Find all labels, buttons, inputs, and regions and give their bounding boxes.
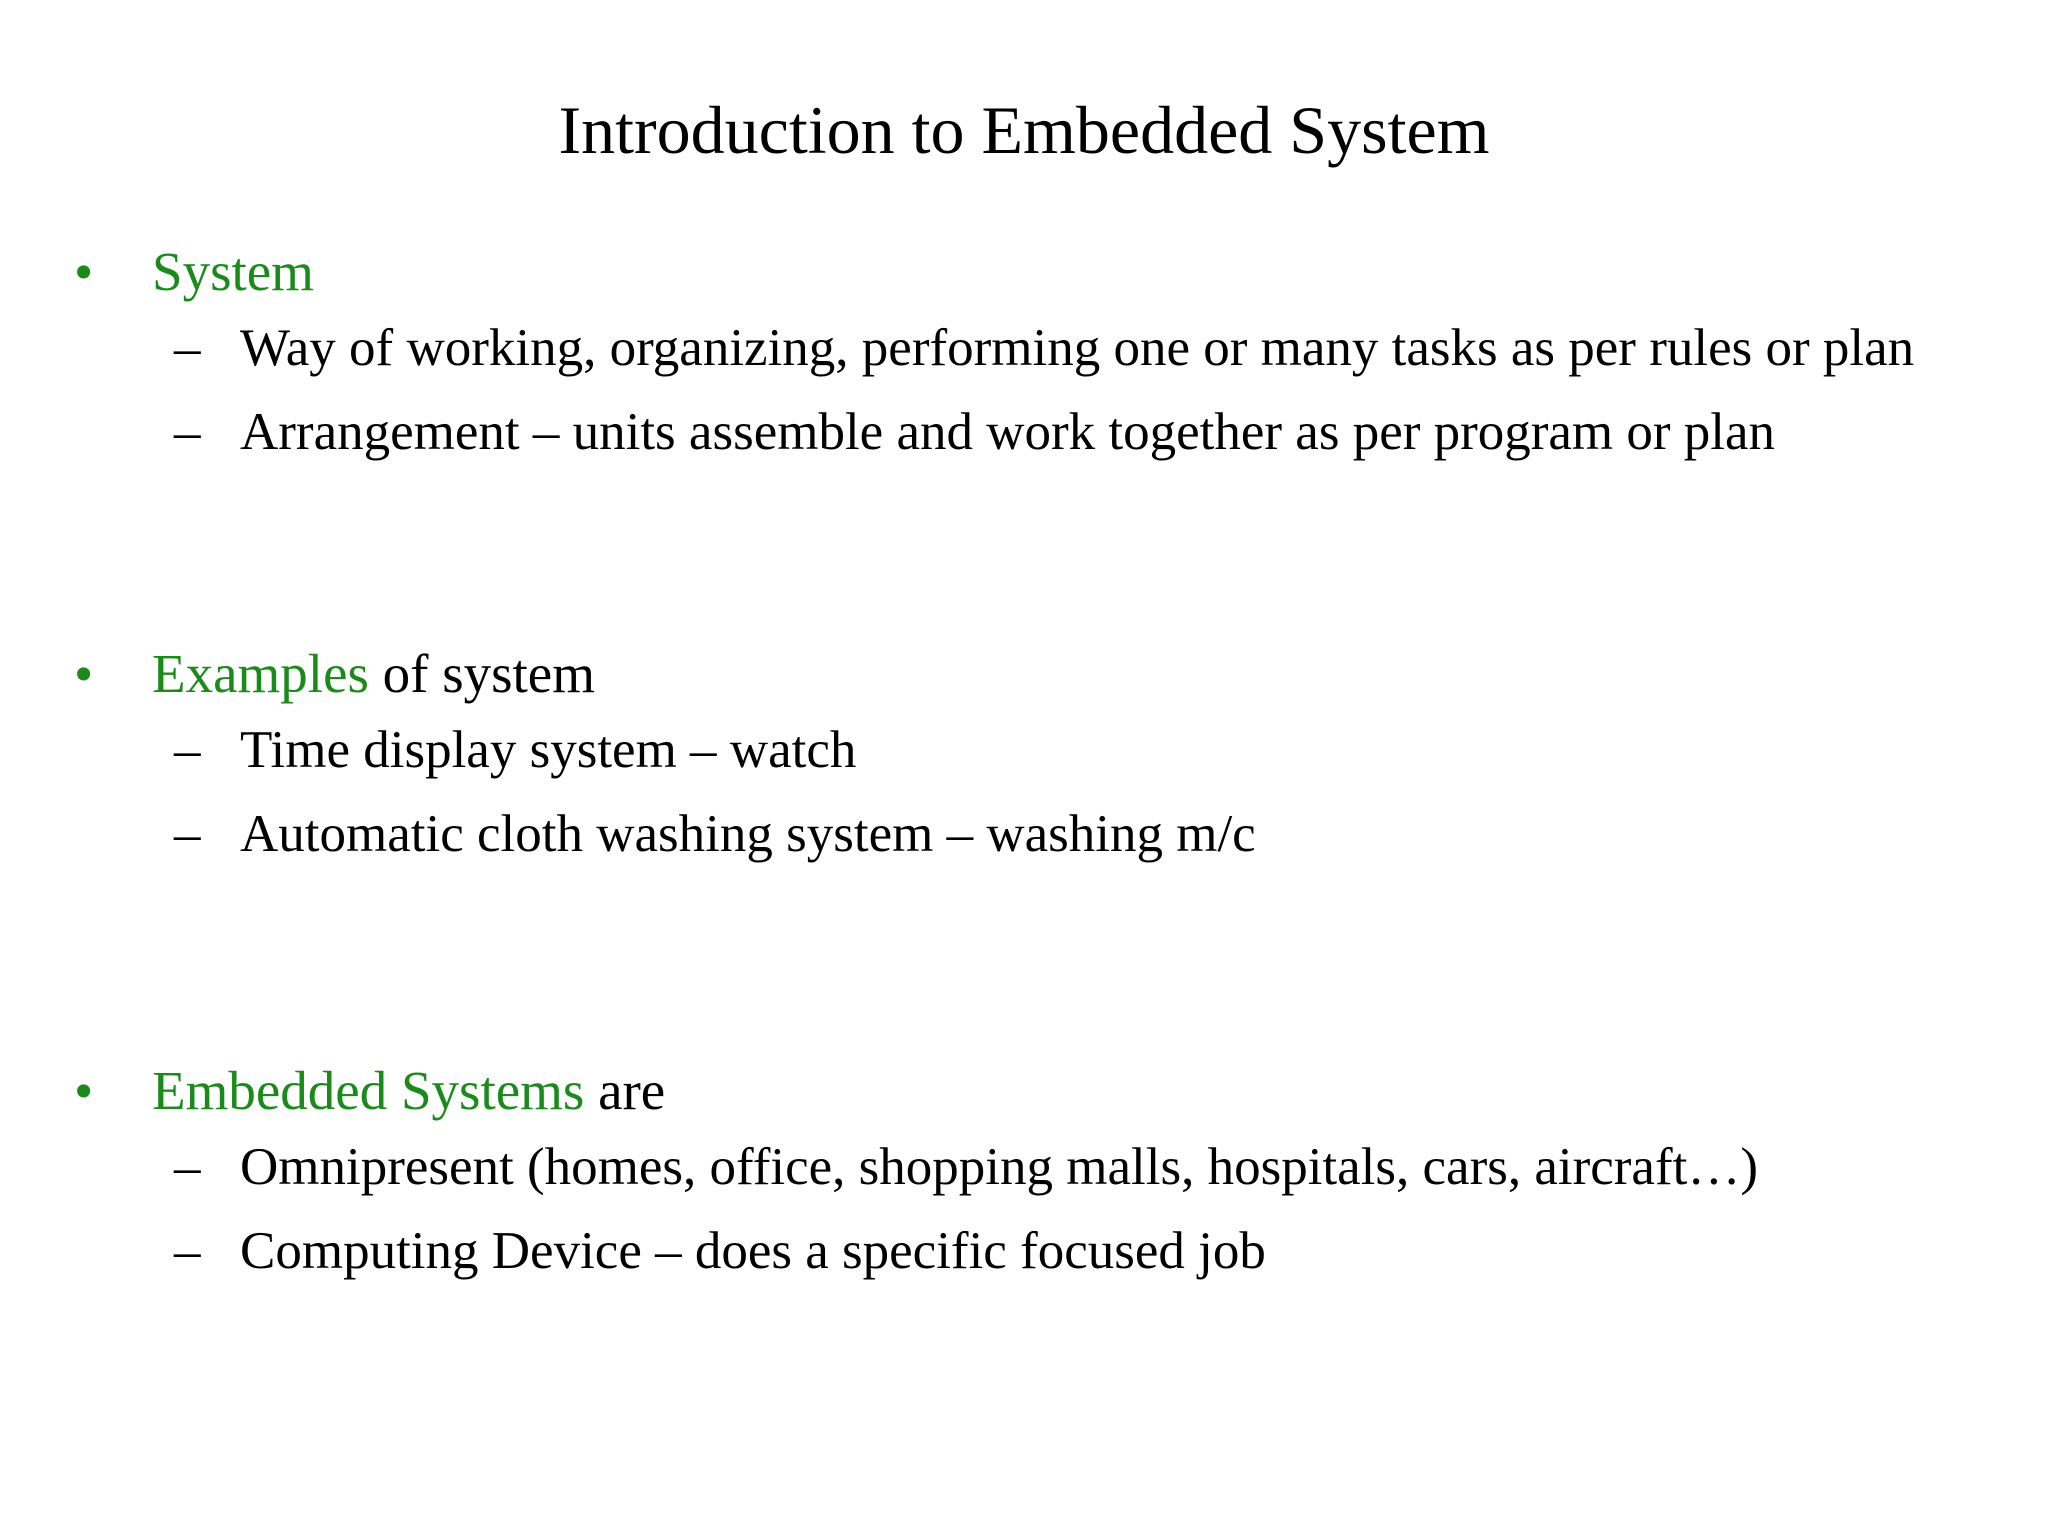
sub-bullet-text: Way of working, organizing, performing one or many tasks as per rules or plan <box>240 319 1915 377</box>
bullet-embedded-systems <box>74 1050 1994 1300</box>
bullet-rest: of system <box>368 643 595 704</box>
bullet-examples <box>74 633 1994 883</box>
bullet-marker: • <box>74 643 94 704</box>
bullet-heading <box>74 1050 1994 1132</box>
bullet-highlight: System <box>152 241 314 302</box>
bullet-rest: are <box>584 1060 666 1121</box>
slide-title: Introduction to Embedded System <box>558 92 1490 168</box>
sub-bullet-marker: – <box>174 1138 201 1196</box>
sub-bullet-text: Time display system – watch <box>240 721 857 779</box>
sub-bullet-marker: – <box>174 721 201 779</box>
bullet-heading-text <box>152 633 595 715</box>
bullet-marker: • <box>74 1060 94 1121</box>
bullet-highlight: Embedded Systems <box>152 1060 585 1121</box>
sub-bullet-marker: – <box>174 319 201 377</box>
bullet-marker: • <box>74 241 94 302</box>
sub-bullet <box>74 397 1994 467</box>
sub-bullet <box>74 1132 1994 1202</box>
sub-bullet-marker: – <box>174 403 201 461</box>
bullet-heading <box>74 633 1994 715</box>
sub-bullet-text: Automatic cloth washing system – washing m/c <box>240 805 1256 863</box>
sub-bullet <box>74 313 1994 383</box>
sub-bullet <box>74 715 1994 785</box>
bullet-highlight: Examples <box>152 643 369 704</box>
sub-bullet-marker: – <box>174 805 201 863</box>
sub-bullet-marker: – <box>174 1222 201 1280</box>
bullet-heading-text <box>152 1050 665 1132</box>
sub-bullet-text: Arrangement – units assemble and work together as per program or plan <box>240 403 1776 461</box>
bullet-heading-text <box>152 231 314 313</box>
bullet-system <box>74 231 1994 481</box>
bullet-heading <box>74 231 1994 313</box>
sub-bullet-text: Computing Device – does a specific focused job <box>240 1222 1266 1280</box>
sub-bullet-text: Omnipresent (homes, office, shopping malls, hospitals, cars, aircraft…) <box>240 1138 1758 1196</box>
sub-bullet <box>74 799 1994 869</box>
sub-bullet <box>74 1216 1994 1286</box>
